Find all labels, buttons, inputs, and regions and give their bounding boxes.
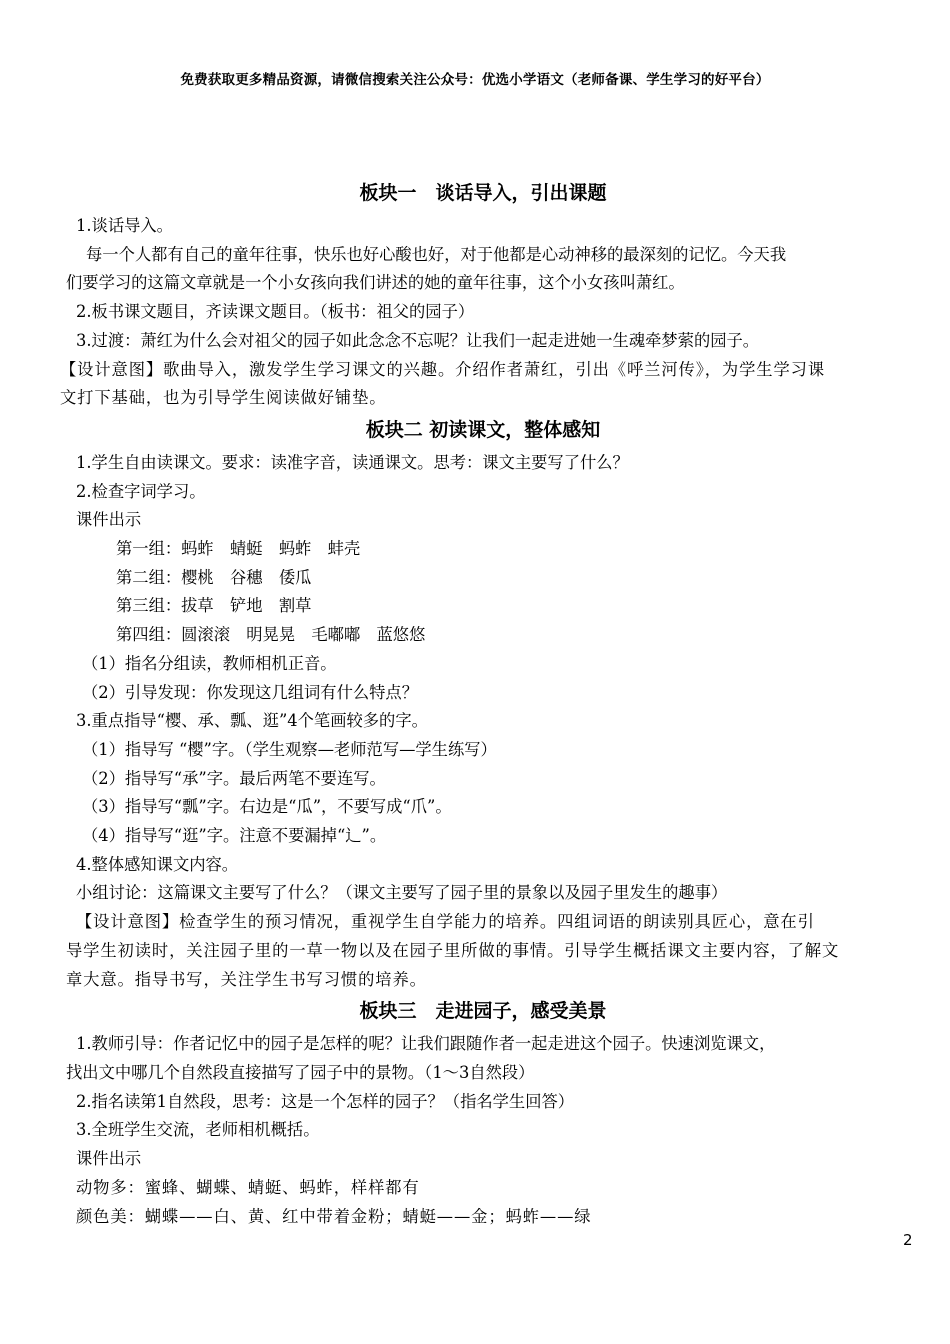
word-group: 第四组：圆滚滚 明晃晃 毛嘟嘟 蓝悠悠 (116, 625, 426, 645)
section2-heading: 板块二 初读课文，整体感知 (365, 418, 601, 441)
section3-heading: 板块三 走进园子，感受美景 (359, 1000, 607, 1023)
page-number: 2 (903, 1231, 913, 1249)
paragraph: （2）指导写“承”字。最后两笔不要连写。 (82, 768, 386, 788)
paragraph: 课件出示 (76, 510, 142, 530)
design-intent-note: 章大意。指导书写，关注学生书写习惯的培养。 (66, 969, 427, 989)
paragraph: 3.全班学生交流，老师相机概括。 (76, 1120, 320, 1140)
word-group: 第三组：拔草 铲地 割草 (116, 596, 312, 616)
design-intent-note: 【设计意图】歌曲导入，激发学生学习课文的兴趣。介绍作者萧红，引出《呼兰河传》，为学生学习课 (60, 359, 826, 379)
design-intent-note: 文打下基础，也为引导学生阅读做好铺垫。 (60, 388, 387, 408)
paragraph: 1.学生自由读课文。要求：读准字音，读通课文。思考：课文主要写了什么？ (76, 452, 629, 472)
paragraph: 找出文中哪几个自然段直接描写了园子中的景物。（1～3自然段） (66, 1062, 535, 1082)
courseware-line: 动物多：蜜蜂、蝴蝶、蜻蜓、蚂蚱，样样都有 (76, 1177, 420, 1197)
paragraph: 们要学习的这篇文章就是一个小女孩向我们讲述的她的童年往事，这个小女孩叫萧红。 (66, 273, 685, 293)
paragraph: 2.检查字词学习。 (76, 481, 206, 501)
section1-heading: 板块一 谈话导入，引出课题 (359, 182, 607, 204)
paragraph: 1.谈话导入。 (76, 216, 173, 235)
paragraph: （1）指名分组读，教师相机正音。 (82, 653, 337, 673)
paragraph: （1）指导写 “樱”字。（学生观察—老师范写—学生练写） (82, 739, 497, 759)
word-group: 第二组：樱桃 谷穗 倭瓜 (116, 567, 312, 587)
design-intent-note: 【设计意图】检查学生的预习情况，重视学生自学能力的培养。四组词语的朗读别具匠心，意在引 (76, 912, 815, 932)
paragraph: 3.重点指导“樱、承、瓢、逛”4个笔画较多的字。 (76, 711, 428, 731)
paragraph: 2.板书课文题目，齐读课文题目。（板书：祖父的园子） (76, 302, 475, 322)
paragraph: 2.指名读第1自然段，思考：这是一个怎样的园子？（指名学生回答） (76, 1091, 575, 1111)
paragraph: （3）指导写“瓢”字。右边是“瓜”，不要写成“爪”。 (82, 797, 452, 817)
paragraph: 3.过渡：萧红为什么会对祖父的园子如此念念不忘呢？让我们一起走进她一生魂牵梦萦的园子。 (76, 330, 760, 350)
word-group: 第一组：蚂蚱 蜻蜓 蚂蚱 蚌壳 (116, 539, 361, 559)
paragraph: 4.整体感知课文内容。 (76, 854, 239, 874)
paragraph: 1.教师引导：作者记忆中的园子是怎样的呢？让我们跟随作者一起走进这个园子。快速浏览课文， (76, 1034, 776, 1054)
courseware-line: 颜色美：蝴蝶——白、黄、红中带着金粉；蜻蜓——金；蚂蚱——绿 (76, 1206, 592, 1226)
paragraph: 小组讨论：这篇课文主要写了什么？（课文主要写了园子里的景象以及园子里发生的趣事） (76, 883, 728, 903)
paragraph: 每一个人都有自己的童年往事，快乐也好心酸也好，对于他都是心动神移的最深刻的记忆。今天我 (86, 244, 787, 264)
paragraph: （2）引导发现：你发现这几组词有什么特点？ (82, 682, 418, 702)
document-body (60, 176, 900, 1231)
paragraph: 课件出示 (76, 1149, 142, 1169)
paragraph: （4）指导写“逛”字。注意不要漏掉“辶”。 (82, 826, 387, 846)
design-intent-note: 导学生初读时，关注园子里的一草一物以及在园子里所做的事情。引导学生概括课文主要内容，了解文 (66, 940, 840, 960)
promo-banner: 免费获取更多精品资源，请微信搜索关注公众号：优选小学语文（老师备课、学生学习的好平台） (180, 72, 770, 88)
